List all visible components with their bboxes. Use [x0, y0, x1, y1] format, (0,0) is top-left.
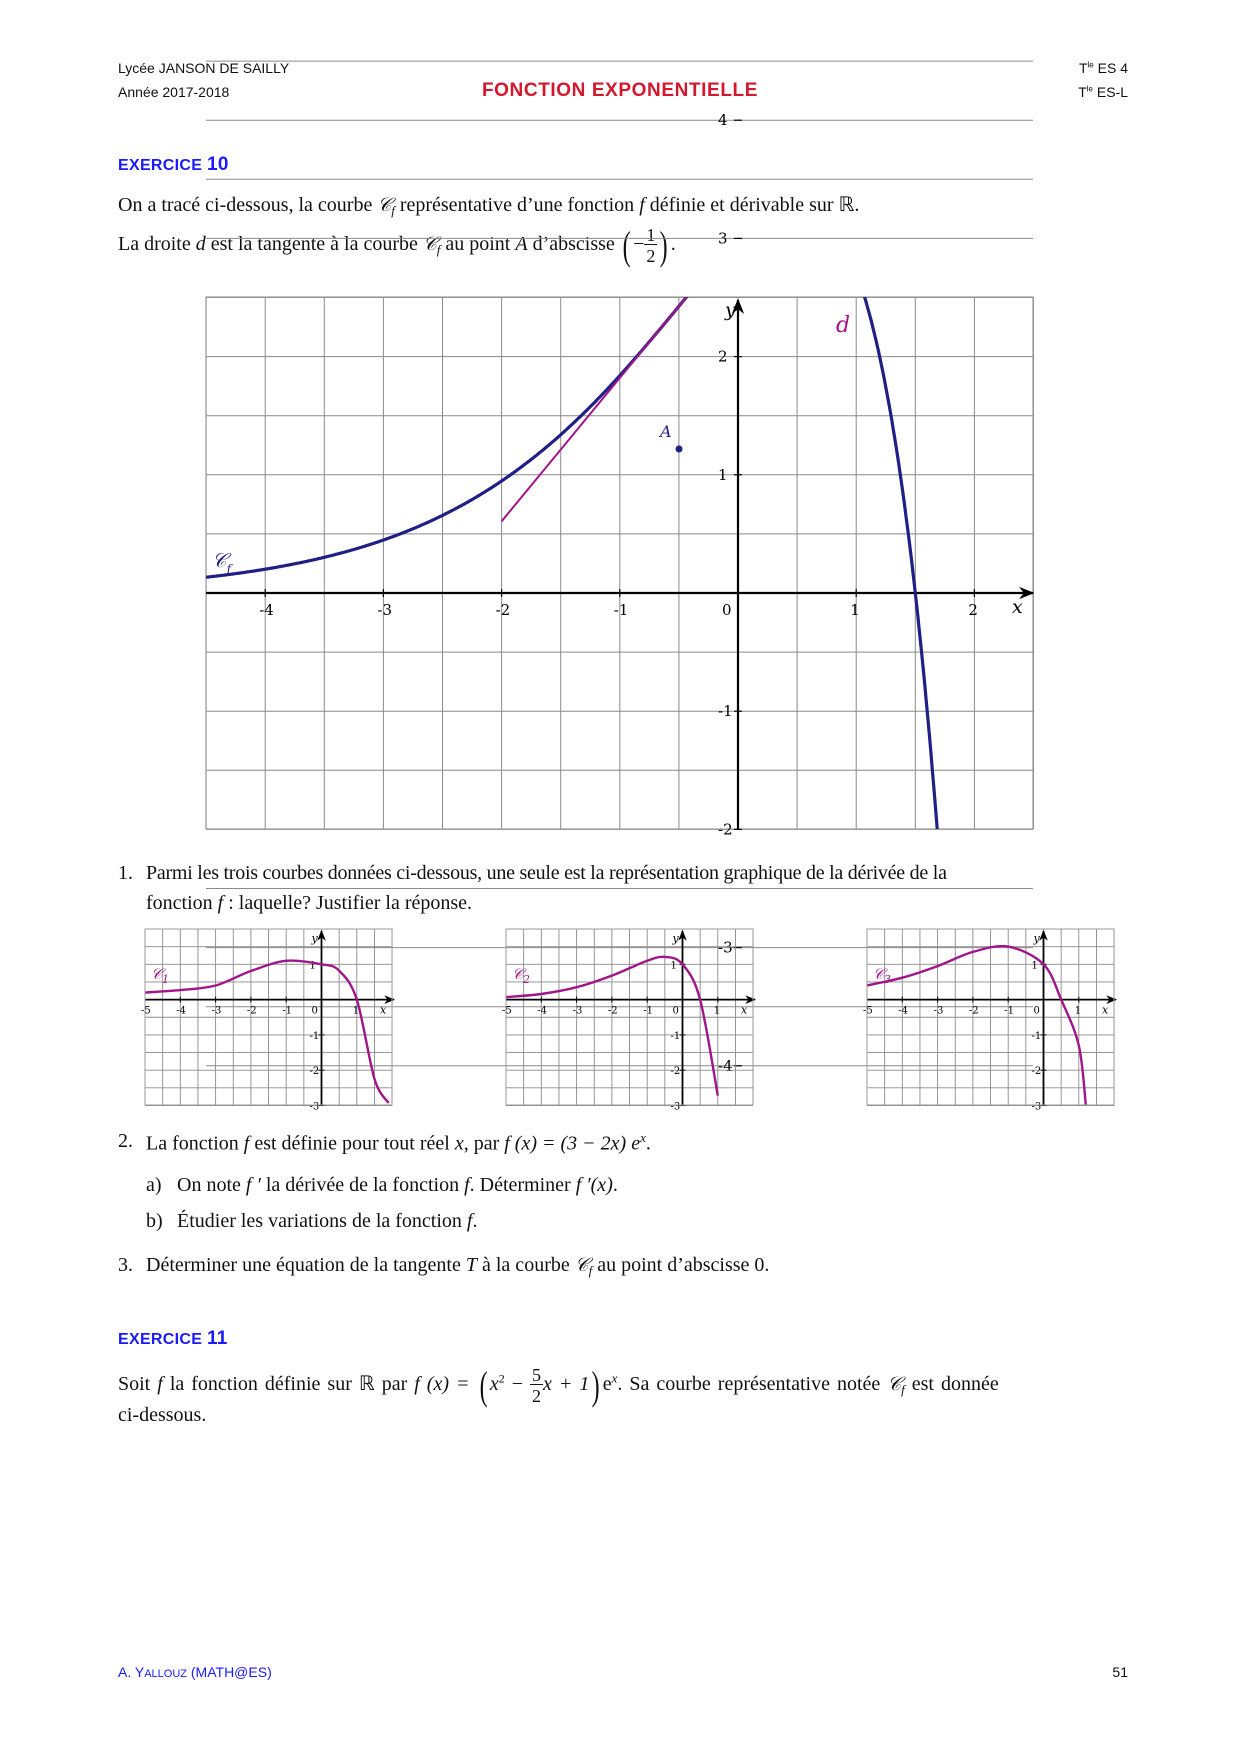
grid	[206, 61, 1034, 1066]
svg-text:-2: -2	[607, 1005, 618, 1017]
fraction-one-half: $\frac{1}{2}$	[646, 225, 656, 266]
svg-text:-1: -1	[718, 702, 733, 721]
school-year: Année 2017-2018	[118, 84, 230, 100]
tangent-d-label: d	[836, 313, 851, 338]
svg-text:-1: -1	[309, 1030, 320, 1042]
question-1-line-2: fonction f : laquelle? Justifier la réponse.	[146, 892, 473, 914]
svg-text:1: 1	[850, 601, 860, 619]
svg-text:-1: -1	[643, 1005, 653, 1017]
svg-text:-1: -1	[1031, 1030, 1042, 1042]
svg-text:3: 3	[718, 229, 728, 248]
svg-text:1: 1	[713, 1005, 721, 1017]
x-axis-label: x	[1012, 596, 1023, 618]
svg-text:-2: -2	[246, 1005, 257, 1017]
question-1-line-1: Parmi les trois courbes données ci-dessous, une seule est la représentation graphique de la dérivée de la	[146, 862, 947, 884]
svg-text:-3: -3	[309, 1101, 320, 1113]
exercise-10-intro-line-2: La droite d est la tangente à la courbe 𝒞$_f$ au point A d’abscisse ( − $\frac{1}{2}$ ) .	[118, 223, 676, 268]
exercise-11-line-1: Soit f la fonction définie sur ℝ par f (x) = ( $x^2$ − $\frac{5}{2}$ x + 1) $e^x$. Sa courbe représentative notée 𝒞$_f$ est donnée	[118, 1363, 999, 1408]
svg-text:y: y	[1033, 932, 1040, 945]
svg-text:-3: -3	[718, 938, 733, 957]
svg-text:-3: -3	[572, 1005, 583, 1017]
svg-text:-3: -3	[670, 1101, 681, 1113]
svg-text:-1: -1	[613, 601, 629, 619]
svg-text:-3: -3	[377, 601, 393, 619]
svg-text:-5: -5	[141, 1005, 151, 1017]
footer-author: A. YALLOUZ (MATH@ES)	[118, 1664, 272, 1680]
exercise-10-intro-line-1: On a tracé ci-dessous, la courbe 𝒞$_f$ représentative d’une fonction f définie et dérivable sur ℝ.	[118, 194, 860, 218]
svg-text:-3: -3	[211, 1005, 222, 1017]
question-3-text: Déterminer une équation de la tangente T à la courbe 𝒞$_f$ au point d’abscisse 0.	[146, 1254, 770, 1278]
curve-cf-label: 𝒞$_f$	[212, 548, 232, 576]
school-name: Lycée JANSON DE SAILLY	[118, 60, 290, 76]
svg-text:-2: -2	[968, 1005, 979, 1017]
svg-text:x: x	[380, 1003, 387, 1017]
curve-c3	[867, 946, 1086, 1105]
svg-text:𝒞1: 𝒞$_1$	[151, 965, 169, 986]
exercise-10-heading: EXERCICE 10	[118, 154, 229, 175]
svg-text:-2: -2	[670, 1066, 681, 1078]
page-number: 51	[1112, 1664, 1128, 1680]
svg-text:𝒞2: 𝒞$_2$	[512, 965, 530, 986]
svg-text:-1: -1	[670, 1030, 681, 1042]
svg-text:-4: -4	[176, 1005, 187, 1017]
question-2-number: 2.	[118, 1130, 133, 1152]
svg-text:x: x	[1102, 1003, 1109, 1017]
graph-c1	[141, 929, 394, 1113]
svg-text:-4: -4	[898, 1005, 909, 1017]
svg-text:1: 1	[718, 465, 728, 484]
svg-text:y: y	[311, 932, 318, 945]
graph-c3	[863, 929, 1116, 1113]
question-2-text: La fonction f est définie pour tout réel x, par f (x) = (3 − 2x) $e^x$.	[146, 1130, 651, 1155]
class-label-1: $T^{le}$ ES 4	[1078, 60, 1128, 76]
svg-text:-5: -5	[502, 1005, 512, 1017]
svg-text:0: 0	[722, 601, 732, 619]
svg-text:-2: -2	[718, 820, 733, 839]
svg-text:2: 2	[718, 347, 728, 366]
svg-text:1: 1	[1074, 1005, 1082, 1017]
svg-text:1: 1	[309, 960, 316, 972]
question-2a-text: On note f ′ la dérivée de la fonction f. Déterminer f ′(x).	[177, 1174, 618, 1196]
svg-text:-1: -1	[1004, 1005, 1014, 1017]
svg-text:y: y	[672, 932, 679, 945]
exercise-11-heading: EXERCICE 11	[118, 1328, 228, 1349]
svg-text:-3: -3	[1031, 1101, 1042, 1113]
question-2b-label: b)	[146, 1210, 163, 1232]
svg-text:1: 1	[352, 1005, 360, 1017]
svg-text:1: 1	[670, 960, 677, 972]
svg-text:𝒞3: 𝒞$_3$	[873, 965, 891, 986]
svg-text:-2: -2	[309, 1066, 320, 1078]
question-3-number: 3.	[118, 1254, 133, 1276]
svg-text:0: 0	[1033, 1005, 1040, 1017]
svg-text:2: 2	[968, 601, 978, 619]
svg-text:0: 0	[311, 1005, 318, 1017]
svg-text:-5: -5	[863, 1005, 873, 1017]
point-a-label: A	[660, 422, 672, 441]
svg-text:1: 1	[1031, 960, 1038, 972]
svg-text:-4: -4	[259, 601, 274, 619]
class-label-2: $T^{le}$ ES-L	[1078, 84, 1128, 100]
svg-text:-4: -4	[537, 1005, 548, 1017]
svg-text:4: 4	[718, 111, 728, 130]
svg-text:-1: -1	[282, 1005, 292, 1017]
question-2a-label: a)	[146, 1174, 162, 1196]
svg-text:-2: -2	[495, 601, 511, 619]
fraction-five-halves: $\frac{5}{2}$	[532, 1365, 541, 1406]
svg-text:-3: -3	[933, 1005, 944, 1017]
svg-text:x: x	[741, 1003, 748, 1017]
svg-text:-4: -4	[718, 1056, 733, 1075]
svg-text:0: 0	[672, 1005, 679, 1017]
y-axis-label: y	[725, 299, 736, 321]
question-2b-text: Étudier les variations de la fonction f.	[177, 1210, 478, 1232]
point-a	[676, 446, 683, 453]
question-1-number: 1.	[118, 862, 133, 884]
svg-text:-2: -2	[1031, 1066, 1042, 1078]
page-title: FONCTION EXPONENTIELLE	[481, 80, 759, 101]
exercise-11-line-2: ci-dessous.	[118, 1404, 207, 1426]
